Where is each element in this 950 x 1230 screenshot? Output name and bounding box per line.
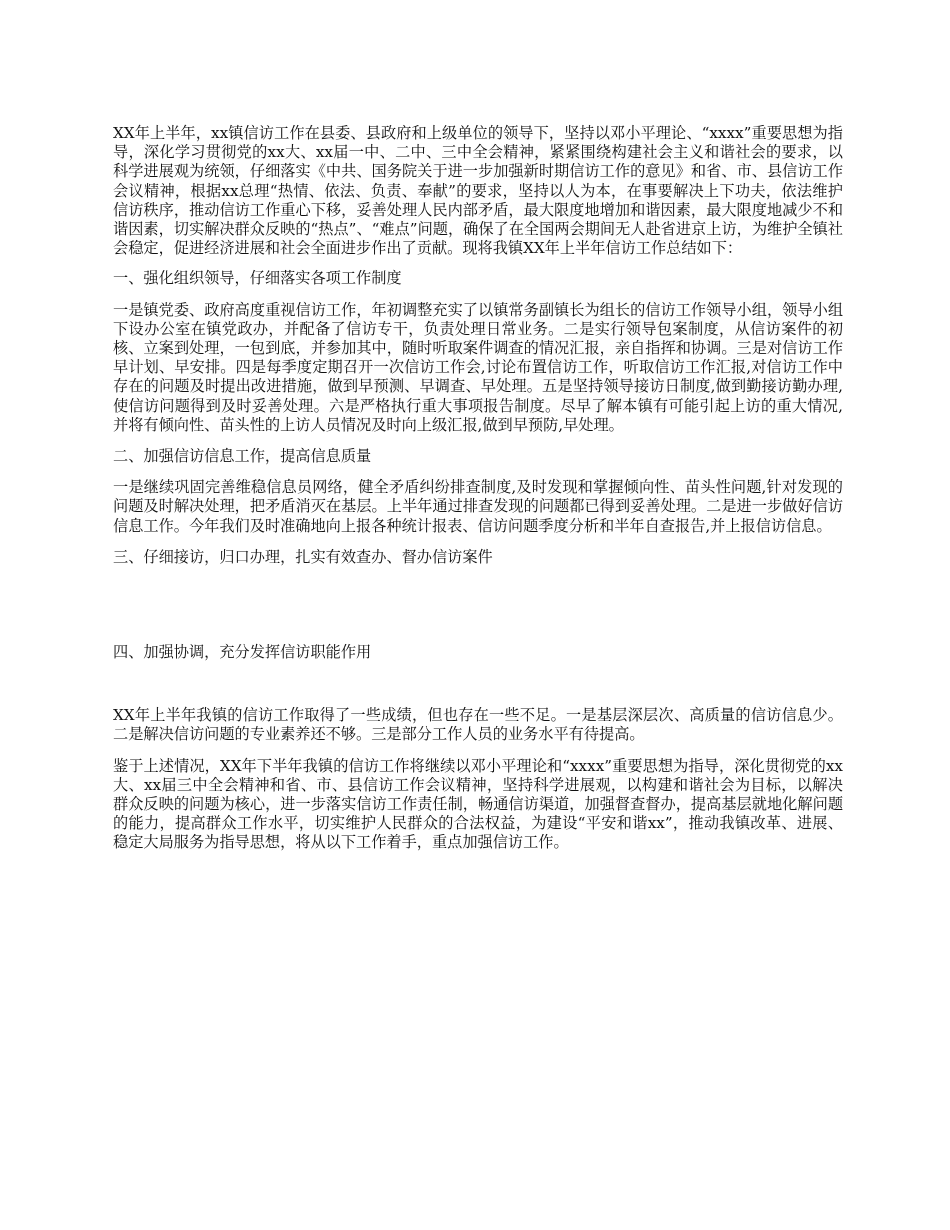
section-heading-4: 四、加强协调，充分发挥信访职能作用 xyxy=(113,643,372,662)
plan-paragraph: 鉴于上述情况，XX年下半年我镇的信访工作将继续以邓小平理论和“xxxx”重要思想为指导，深化贯彻党的xx大、xx届三中全会精神和省、市、县信访工作会议精神，坚持科学进展观，以构建和谐社会为目标，以解决群众反映的问题为核心，进一步落实信访工作责任制，畅通信访渠道，加强督查督办，提高基层就地化解问题的能力，提高群众工作水平，切实维护人民群众的合法权益，为建设“平安和谐xx”，推动我镇改革、进展、稳定大局服务为指导思想，将从以下工作着手，重点加强信访工作。 xyxy=(113,756,843,852)
summary-paragraph: XX年上半年我镇的信访工作取得了一些成绩，但也存在一些不足。一是基层深层次、高质量的信访信息少。二是解决信访问题的专业素养还不够。三是部分工作人员的业务水平有待提高。 xyxy=(113,706,843,744)
intro-paragraph: XX年上半年，xx镇信访工作在县委、县政府和上级单位的领导下，坚持以邓小平理论、“xxxx”重要思想为指导，深化学习贯彻党的xx大、xx届一中、二中、三中全会精神，紧紧围绕构建社会主义和谐社会的要求，以科学进展观为统领，仔细落实《中共、国务院关于进一步加强新时期信访工作的意见》和省、市、县信访工作会议精神，根据xx总理“热情、依法、负责、奉献”的要求，坚持以人为本，在事要解决上下功夫，依法维护信访秩序，推动信访工作重心下移，妥善处理人民内部矛盾，最大限度地增加和谐因素，最大限度地减少不和谐因素，切实解决群众反映的“热点”、“难点”问题，确保了在全国两会期间无人赴省进京上访，为维护全镇社会稳定，促进经济进展和社会全面进步作出了贡献。现将我镇XX年上半年信访工作总结如下： xyxy=(113,124,843,258)
section-1-paragraph: 一是镇党委、政府高度重视信访工作，年初调整充实了以镇常务副镇长为组长的信访工作领导小组，领导小组下设办公室在镇党政办，并配备了信访专干，负责处理日常业务。二是实行领导包案制度，从信访案件的初核、立案到处理，一包到底，并参加其中，随时听取案件调查的情况汇报，亲自指挥和协调。三是对信访工作早计划、早安排。四是每季度定期召开一次信访工作会,讨论布置信访工作，听取信访工作汇报,对信访工作中存在的问题及时提出改进措施，做到早预测、早调查、早处理。五是坚持领导接访日制度,做到勤接访勤办理,使信访问题得到及时妥善处理。六是严格执行重大事项报告制度。尽早了解本镇有可能引起上访的重大情况,并将有倾向性、苗头性的上访人员情况及时向上级汇报,做到早预防,早处理。 xyxy=(113,300,843,434)
document-body xyxy=(113,124,843,853)
section-heading-2: 二、加强信访信息工作，提高信息质量 xyxy=(113,447,372,466)
section-heading-1: 一、强化组织领导，仔细落实各项工作制度 xyxy=(113,269,402,288)
section-heading-3: 三、仔细接访，归口办理，扎实有效查办、督办信访案件 xyxy=(113,547,493,566)
section-2-paragraph: 一是继续巩固完善维稳信息员网络，健全矛盾纠纷排查制度,及时发现和掌握倾向性、苗头性问题,针对发现的问题及时解决处理，把矛盾消灭在基层。上半年通过排查发现的问题都已得到妥善处理。二是进一步做好信访信息工作。今年我们及时准确地向上报各种统计报表、信访问题季度分析和半年自查报告,并上报信访信息。 xyxy=(113,478,843,535)
